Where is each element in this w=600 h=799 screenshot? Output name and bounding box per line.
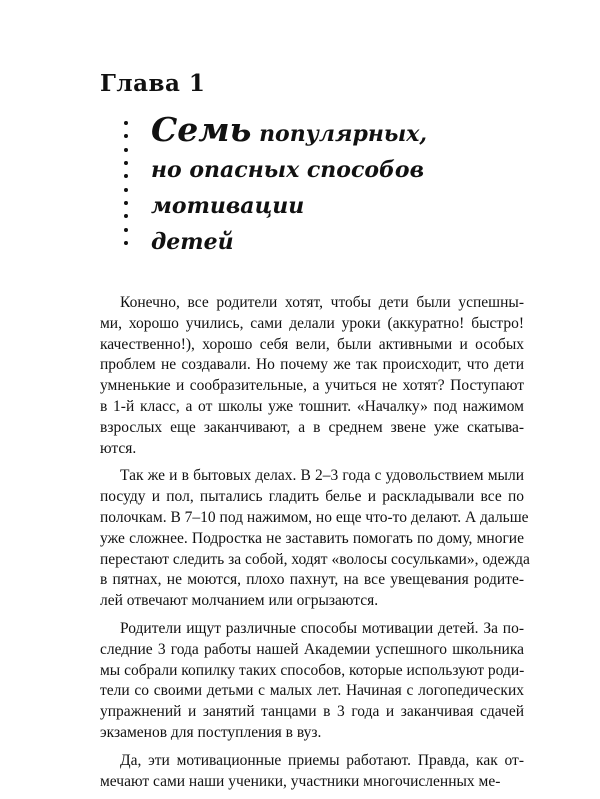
text-line: упражнений и занятий танцами в 3 года и заканчивая сдачей [100,703,524,721]
paragraph [100,751,524,793]
dot [124,201,128,205]
dot [124,161,128,165]
text-line: качественно!), хорошо себя вели, были активными и особых [100,335,524,353]
dot [124,174,128,178]
paragraph [100,293,524,459]
text-line: в пятнах, не моются, плохо пахнут, на все увещевания родите- [100,571,524,589]
text-line: уже сложнее. Подростка не заставить помогать по дому, многие [100,529,524,547]
text-line: посуду и пол, пытались гладить белье и раскладывали все по [100,488,524,506]
text-line: перестают следить за собой, ходят «волосы сосульками», одежда [100,550,530,568]
body-text [100,293,530,799]
title-line-1-rest: популярных, [251,121,428,147]
text-line: мечают сами наши ученики, участники многочисленных ме- [100,772,501,790]
text-line: следние 3 года работы нашей Академии успешного школьника [100,640,524,658]
text-line: полочкам. В 7–10 под нажимом, но еще что-то делают. А дальше [100,508,529,526]
text-line: ются. [100,439,137,457]
decorative-dotted-line [124,121,130,245]
text-line: Родители ищут различные способы мотивации детей. За по- [120,619,524,637]
paragraph [100,619,524,744]
text-line: мы собрали копилку таких способов, которые используют роди- [100,661,525,679]
dot [124,241,128,245]
dot [124,214,128,218]
title-line-2: но опасных способов [151,157,425,183]
dot [124,188,128,192]
text-line: Да, эти мотивационные приемы работают. Правда, как от- [120,751,524,769]
text-line: ми, хорошо учились, сами делали уроки (аккуратно! быстро! [100,314,524,332]
text-line: экзаменов для поступления в вуз. [100,723,322,741]
title-line-4: детей [151,229,234,255]
dot [124,148,128,152]
title-first-word: Семь [151,110,252,149]
text-line: умненькие и сообразительные, а учиться не хотят? Поступают [100,377,524,395]
dot [124,121,128,125]
text-line: Конечно, все родители хотят, чтобы дети были успешны- [120,294,524,311]
dot [124,134,128,138]
title-line-1 [151,112,427,152]
dot [124,228,128,232]
text-line: тели со своими детьми с малых лет. Начиная с логопедических [100,682,524,700]
text-line: лей отвечают молчанием или огрызаются. [100,592,379,610]
paragraph [100,466,530,612]
title-line-3: мотивации [151,193,305,219]
chapter-title [151,112,427,260]
chapter-label: Глава 1 [100,70,206,97]
text-line: в 1-й класс, а от школы уже тошнит. «Началку» под нажимом [100,397,524,415]
text-line: взрослых еще заканчивают, а в среднем звене уже скатыва- [100,418,524,436]
text-line: проблем не создавали. Но почему же так происходит, что дети [100,356,524,374]
text-line: Так же и в бытовых делах. В 2–3 года с удовольствием мыли [120,467,524,485]
